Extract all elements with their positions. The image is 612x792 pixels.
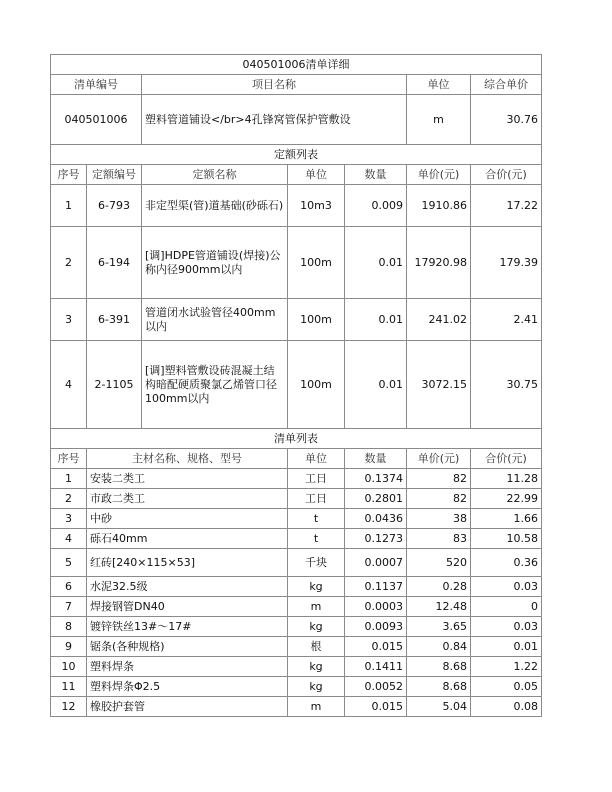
quota-row bbox=[51, 341, 542, 429]
material-qty: 0.0093 bbox=[345, 617, 407, 637]
material-price: 520 bbox=[407, 549, 471, 577]
quota-name: 非定型渠(管)道基础(砂砾石) bbox=[142, 185, 288, 227]
material-no: 1 bbox=[51, 469, 87, 489]
bill-row bbox=[51, 95, 542, 145]
quota-qty: 0.01 bbox=[345, 227, 407, 299]
quota-code-header: 定额编号 bbox=[87, 165, 142, 185]
quota-unit: 100m bbox=[288, 299, 345, 341]
material-section-title: 清单列表 bbox=[51, 429, 542, 449]
material-no: 4 bbox=[51, 529, 87, 549]
material-qty: 0.0052 bbox=[345, 677, 407, 697]
material-total: 0.05 bbox=[471, 677, 542, 697]
material-row bbox=[51, 697, 542, 717]
bill-unit-header: 单位 bbox=[407, 75, 471, 95]
material-name-header: 主材名称、规格、型号 bbox=[87, 449, 288, 469]
quota-qty-header: 数量 bbox=[345, 165, 407, 185]
material-row bbox=[51, 469, 542, 489]
material-total: 1.22 bbox=[471, 657, 542, 677]
material-unit: 工日 bbox=[288, 489, 345, 509]
material-name: 塑料焊条Φ2.5 bbox=[87, 677, 288, 697]
material-price: 0.84 bbox=[407, 637, 471, 657]
material-name: 橡胶护套管 bbox=[87, 697, 288, 717]
quota-row bbox=[51, 185, 542, 227]
material-price: 12.48 bbox=[407, 597, 471, 617]
material-unit: kg bbox=[288, 657, 345, 677]
material-section-row bbox=[51, 429, 542, 449]
quota-unit: 100m bbox=[288, 341, 345, 429]
material-price: 8.68 bbox=[407, 677, 471, 697]
material-qty: 0.1374 bbox=[345, 469, 407, 489]
material-price: 0.28 bbox=[407, 577, 471, 597]
material-name: 市政二类工 bbox=[87, 489, 288, 509]
material-no: 10 bbox=[51, 657, 87, 677]
quota-header-row bbox=[51, 165, 542, 185]
material-row bbox=[51, 617, 542, 637]
material-qty: 0.0003 bbox=[345, 597, 407, 617]
quota-no-header: 序号 bbox=[51, 165, 87, 185]
material-total: 0 bbox=[471, 597, 542, 617]
bill-price-header: 综合单价 bbox=[471, 75, 542, 95]
material-name: 水泥32.5级 bbox=[87, 577, 288, 597]
material-total: 0.36 bbox=[471, 549, 542, 577]
material-total: 22.99 bbox=[471, 489, 542, 509]
material-header-row bbox=[51, 449, 542, 469]
material-no: 2 bbox=[51, 489, 87, 509]
material-qty: 0.0436 bbox=[345, 509, 407, 529]
quota-total: 179.39 bbox=[471, 227, 542, 299]
bill-unit: m bbox=[407, 95, 471, 145]
material-price: 5.04 bbox=[407, 697, 471, 717]
material-row bbox=[51, 597, 542, 617]
quota-row bbox=[51, 227, 542, 299]
material-no: 11 bbox=[51, 677, 87, 697]
material-name: 塑料焊条 bbox=[87, 657, 288, 677]
material-unit: t bbox=[288, 509, 345, 529]
material-no: 9 bbox=[51, 637, 87, 657]
material-no: 5 bbox=[51, 549, 87, 577]
material-unit: 千块 bbox=[288, 549, 345, 577]
quota-qty: 0.009 bbox=[345, 185, 407, 227]
material-unit: m bbox=[288, 697, 345, 717]
quota-no: 3 bbox=[51, 299, 87, 341]
material-unit: kg bbox=[288, 617, 345, 637]
material-no: 6 bbox=[51, 577, 87, 597]
material-unit: t bbox=[288, 529, 345, 549]
material-no: 3 bbox=[51, 509, 87, 529]
material-unit-header: 单位 bbox=[288, 449, 345, 469]
material-row bbox=[51, 637, 542, 657]
material-price: 3.65 bbox=[407, 617, 471, 637]
quota-name-header: 定额名称 bbox=[142, 165, 288, 185]
material-qty: 0.2801 bbox=[345, 489, 407, 509]
quota-total: 2.41 bbox=[471, 299, 542, 341]
quota-name: 管道闭水试验管径400mm以内 bbox=[142, 299, 288, 341]
quota-price: 1910.86 bbox=[407, 185, 471, 227]
material-no: 7 bbox=[51, 597, 87, 617]
material-name: 中砂 bbox=[87, 509, 288, 529]
quota-price: 3072.15 bbox=[407, 341, 471, 429]
material-total-header: 合价(元) bbox=[471, 449, 542, 469]
quota-price-header: 单价(元) bbox=[407, 165, 471, 185]
quota-code: 6-391 bbox=[87, 299, 142, 341]
bill-name: 塑料管道铺设</br>4孔锋窝管保护管敷设 bbox=[142, 95, 407, 145]
material-row bbox=[51, 509, 542, 529]
bill-detail-table bbox=[50, 54, 542, 717]
quota-code: 2-1105 bbox=[87, 341, 142, 429]
bill-code: 040501006 bbox=[51, 95, 142, 145]
material-qty: 0.1137 bbox=[345, 577, 407, 597]
material-no: 8 bbox=[51, 617, 87, 637]
quota-row bbox=[51, 299, 542, 341]
material-total: 1.66 bbox=[471, 509, 542, 529]
sheet-title-row bbox=[51, 55, 542, 75]
material-qty-header: 数量 bbox=[345, 449, 407, 469]
quota-no: 1 bbox=[51, 185, 87, 227]
bill-code-header: 清单编号 bbox=[51, 75, 142, 95]
material-price: 8.68 bbox=[407, 657, 471, 677]
material-unit: m bbox=[288, 597, 345, 617]
quota-qty: 0.01 bbox=[345, 299, 407, 341]
material-qty: 0.1411 bbox=[345, 657, 407, 677]
material-total: 0.03 bbox=[471, 577, 542, 597]
material-name: 焊接钢管DN40 bbox=[87, 597, 288, 617]
material-price: 38 bbox=[407, 509, 471, 529]
quota-price: 241.02 bbox=[407, 299, 471, 341]
material-no-header: 序号 bbox=[51, 449, 87, 469]
quota-total: 17.22 bbox=[471, 185, 542, 227]
quota-unit-header: 单位 bbox=[288, 165, 345, 185]
material-total: 10.58 bbox=[471, 529, 542, 549]
material-name: 镀锌铁丝13#～17# bbox=[87, 617, 288, 637]
material-total: 0.01 bbox=[471, 637, 542, 657]
material-name: 安装二类工 bbox=[87, 469, 288, 489]
quota-no: 2 bbox=[51, 227, 87, 299]
quota-section-title: 定额列表 bbox=[51, 145, 542, 165]
bill-name-header: 项目名称 bbox=[142, 75, 407, 95]
material-name: 红砖[240×115×53] bbox=[87, 549, 288, 577]
material-qty: 0.015 bbox=[345, 697, 407, 717]
sheet-title: 040501006清单详细 bbox=[51, 55, 542, 75]
quota-unit: 10m3 bbox=[288, 185, 345, 227]
material-row bbox=[51, 657, 542, 677]
material-name: 锯条(各种规格) bbox=[87, 637, 288, 657]
material-unit: kg bbox=[288, 677, 345, 697]
material-row bbox=[51, 549, 542, 577]
material-price-header: 单价(元) bbox=[407, 449, 471, 469]
material-total: 0.03 bbox=[471, 617, 542, 637]
quota-name: [调]HDPE管道铺设(焊接)公称内径900mm以内 bbox=[142, 227, 288, 299]
quota-total-header: 合价(元) bbox=[471, 165, 542, 185]
material-qty: 0.015 bbox=[345, 637, 407, 657]
material-row bbox=[51, 577, 542, 597]
quota-qty: 0.01 bbox=[345, 341, 407, 429]
material-qty: 0.0007 bbox=[345, 549, 407, 577]
material-name: 砾石40mm bbox=[87, 529, 288, 549]
material-unit: 根 bbox=[288, 637, 345, 657]
material-unit: kg bbox=[288, 577, 345, 597]
material-unit: 工日 bbox=[288, 469, 345, 489]
material-total: 11.28 bbox=[471, 469, 542, 489]
quota-code: 6-793 bbox=[87, 185, 142, 227]
material-total: 0.08 bbox=[471, 697, 542, 717]
material-no: 12 bbox=[51, 697, 87, 717]
bill-price: 30.76 bbox=[471, 95, 542, 145]
bill-header-row bbox=[51, 75, 542, 95]
material-row bbox=[51, 677, 542, 697]
material-row bbox=[51, 529, 542, 549]
material-row bbox=[51, 489, 542, 509]
quota-no: 4 bbox=[51, 341, 87, 429]
quota-unit: 100m bbox=[288, 227, 345, 299]
material-price: 82 bbox=[407, 469, 471, 489]
quota-price: 17920.98 bbox=[407, 227, 471, 299]
material-price: 82 bbox=[407, 489, 471, 509]
quota-section-row bbox=[51, 145, 542, 165]
material-price: 83 bbox=[407, 529, 471, 549]
material-qty: 0.1273 bbox=[345, 529, 407, 549]
quota-total: 30.75 bbox=[471, 341, 542, 429]
quota-code: 6-194 bbox=[87, 227, 142, 299]
quota-name: [调]塑料管敷设砖混凝土结构暗配硬质聚氯乙烯管口径100mm以内 bbox=[142, 341, 288, 429]
